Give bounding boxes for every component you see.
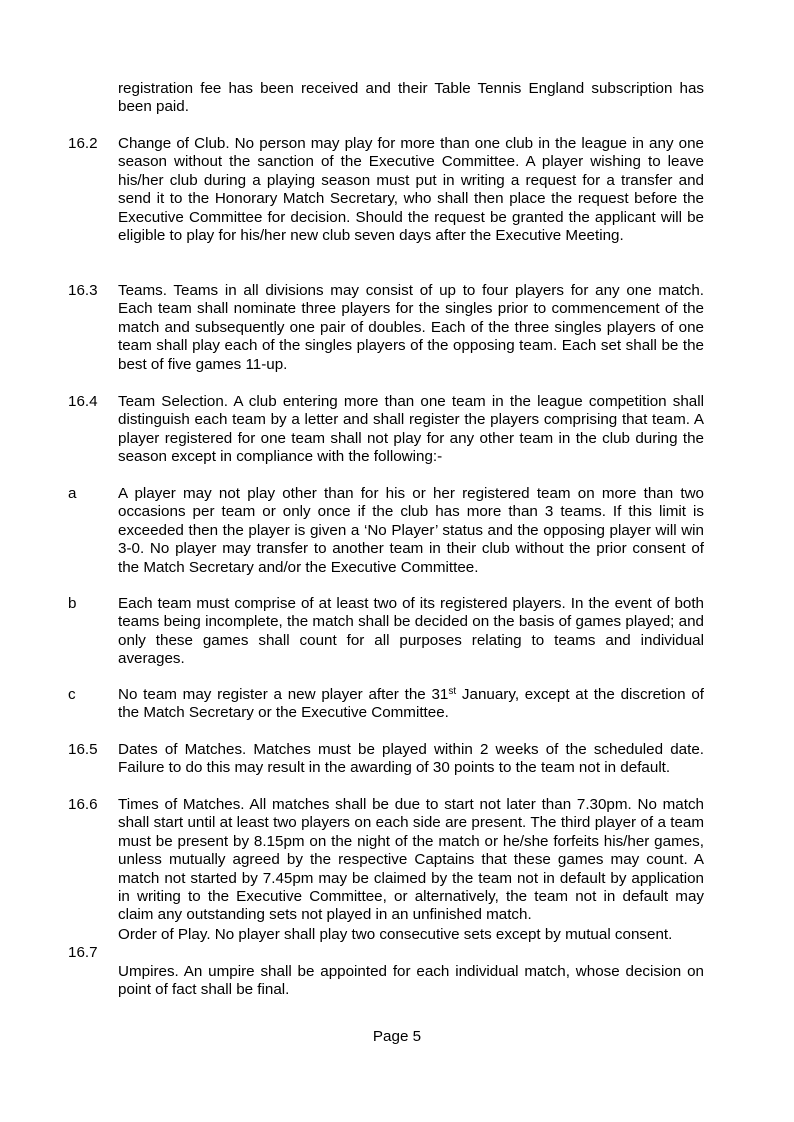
paragraph-letter: a bbox=[68, 485, 77, 502]
paragraph-text: Order of Play. No player shall play two consecutive sets except by mutual consent. bbox=[118, 926, 673, 943]
paragraph-number: 16.4 bbox=[68, 393, 98, 410]
paragraph-number: 16.7 bbox=[68, 944, 98, 961]
paragraph-text: Umpires. An umpire shall be appointed for each individual match, whose decision on point of fact shall be final. bbox=[118, 963, 704, 999]
paragraph-umpires bbox=[68, 963, 704, 1000]
paragraph-a bbox=[68, 485, 704, 577]
paragraph-text bbox=[118, 686, 704, 723]
paragraph-text-before: No team may register a new player after the 31 bbox=[118, 686, 449, 703]
paragraph-16-4 bbox=[68, 393, 704, 467]
paragraph-text: A player may not play other than for his or her registered team on more than two occasions per team or only once if the club has more than 3 teams. If this limit is exceeded then the player is given a ‘No Player’ status and the opposing player will win 3-0. No player may transfer to another team in their club without the prior consent of the Match Secretary and/or the Executive Committee. bbox=[118, 485, 704, 576]
paragraph-number: 16.2 bbox=[68, 135, 98, 152]
paragraph-text: Each team must comprise of at least two of its registered players. In the event of both teams being incomplete, the match shall be decided on the basis of games played; and only these games shall count for all purposes relating to teams and individual averages. bbox=[118, 595, 704, 668]
paragraph-number: 16.6 bbox=[68, 796, 98, 813]
paragraph-16-2 bbox=[68, 135, 704, 245]
ordinal-suffix: st bbox=[448, 686, 457, 697]
paragraph-text: Teams. Teams in all divisions may consist of up to four players for any one match. Each team shall nominate three players for the singles prior to commencement of the match and subsequently one pair of doubles. Each of the three singles players of one team shall play each of the singles players of the opposing team. Each set shall be the best of five games 11-up. bbox=[118, 282, 704, 373]
paragraph-text: Dates of Matches. Matches must be played within 2 weeks of the scheduled date. Failure to do this may result in the awarding of 30 points to the team not in default. bbox=[118, 741, 704, 777]
paragraph-c bbox=[68, 686, 704, 723]
paragraph-letter: c bbox=[68, 686, 76, 703]
paragraph-text-after: January, except at the discretion of the Match Secretary or the Executive Committee. bbox=[118, 686, 704, 722]
paragraph-text: Team Selection. A club entering more than one team in the league competition shall distinguish each team by a letter and shall register the players comprising that team. A player registered for one team shall not play for any other team in the club during the season except in compliance with the following:- bbox=[118, 393, 704, 466]
paragraph-b bbox=[68, 595, 704, 669]
paragraph-number: 16.5 bbox=[68, 741, 98, 758]
paragraph-letter: b bbox=[68, 595, 77, 612]
page-number: Page 5 bbox=[372, 1028, 422, 1045]
paragraph-16-6 bbox=[68, 796, 704, 925]
paragraph-number: 16.3 bbox=[68, 282, 98, 299]
paragraph-text: Times of Matches. All matches shall be due to start not later than 7.30pm. No match shall start until at least two players on each side are present. The third player of a team must be present by 8.15pm on the night of the match or he/she forfeits his/her games, unless mutually agreed by the respective Captains that these games may count. A match not started by 7.45pm may be claimed by the team not in default by application in writing to the Executive Committee, or alternatively, the team not in default may claim any outstanding sets not played in an unfinished match. bbox=[118, 796, 704, 924]
paragraph-16-5 bbox=[68, 741, 704, 778]
paragraph-order-of-play bbox=[68, 926, 704, 944]
paragraph-text: registration fee has been received and their Table Tennis England subscription has been paid. bbox=[118, 80, 704, 116]
paragraph-16-3 bbox=[68, 282, 704, 374]
paragraph-continuation bbox=[68, 80, 704, 117]
paragraph-text: Change of Club. No person may play for more than one club in the league in any one season without the sanction of the Executive Committee. A player wishing to leave his/her club during a playing season must put in writing a request for a transfer and send it to the Honorary Match Secretary, who shall then place the request before the Executive Committee for decision. Should the request be granted the applicant will be eligible to play for his/her new club seven days after the Executive Meeting. bbox=[118, 135, 704, 245]
